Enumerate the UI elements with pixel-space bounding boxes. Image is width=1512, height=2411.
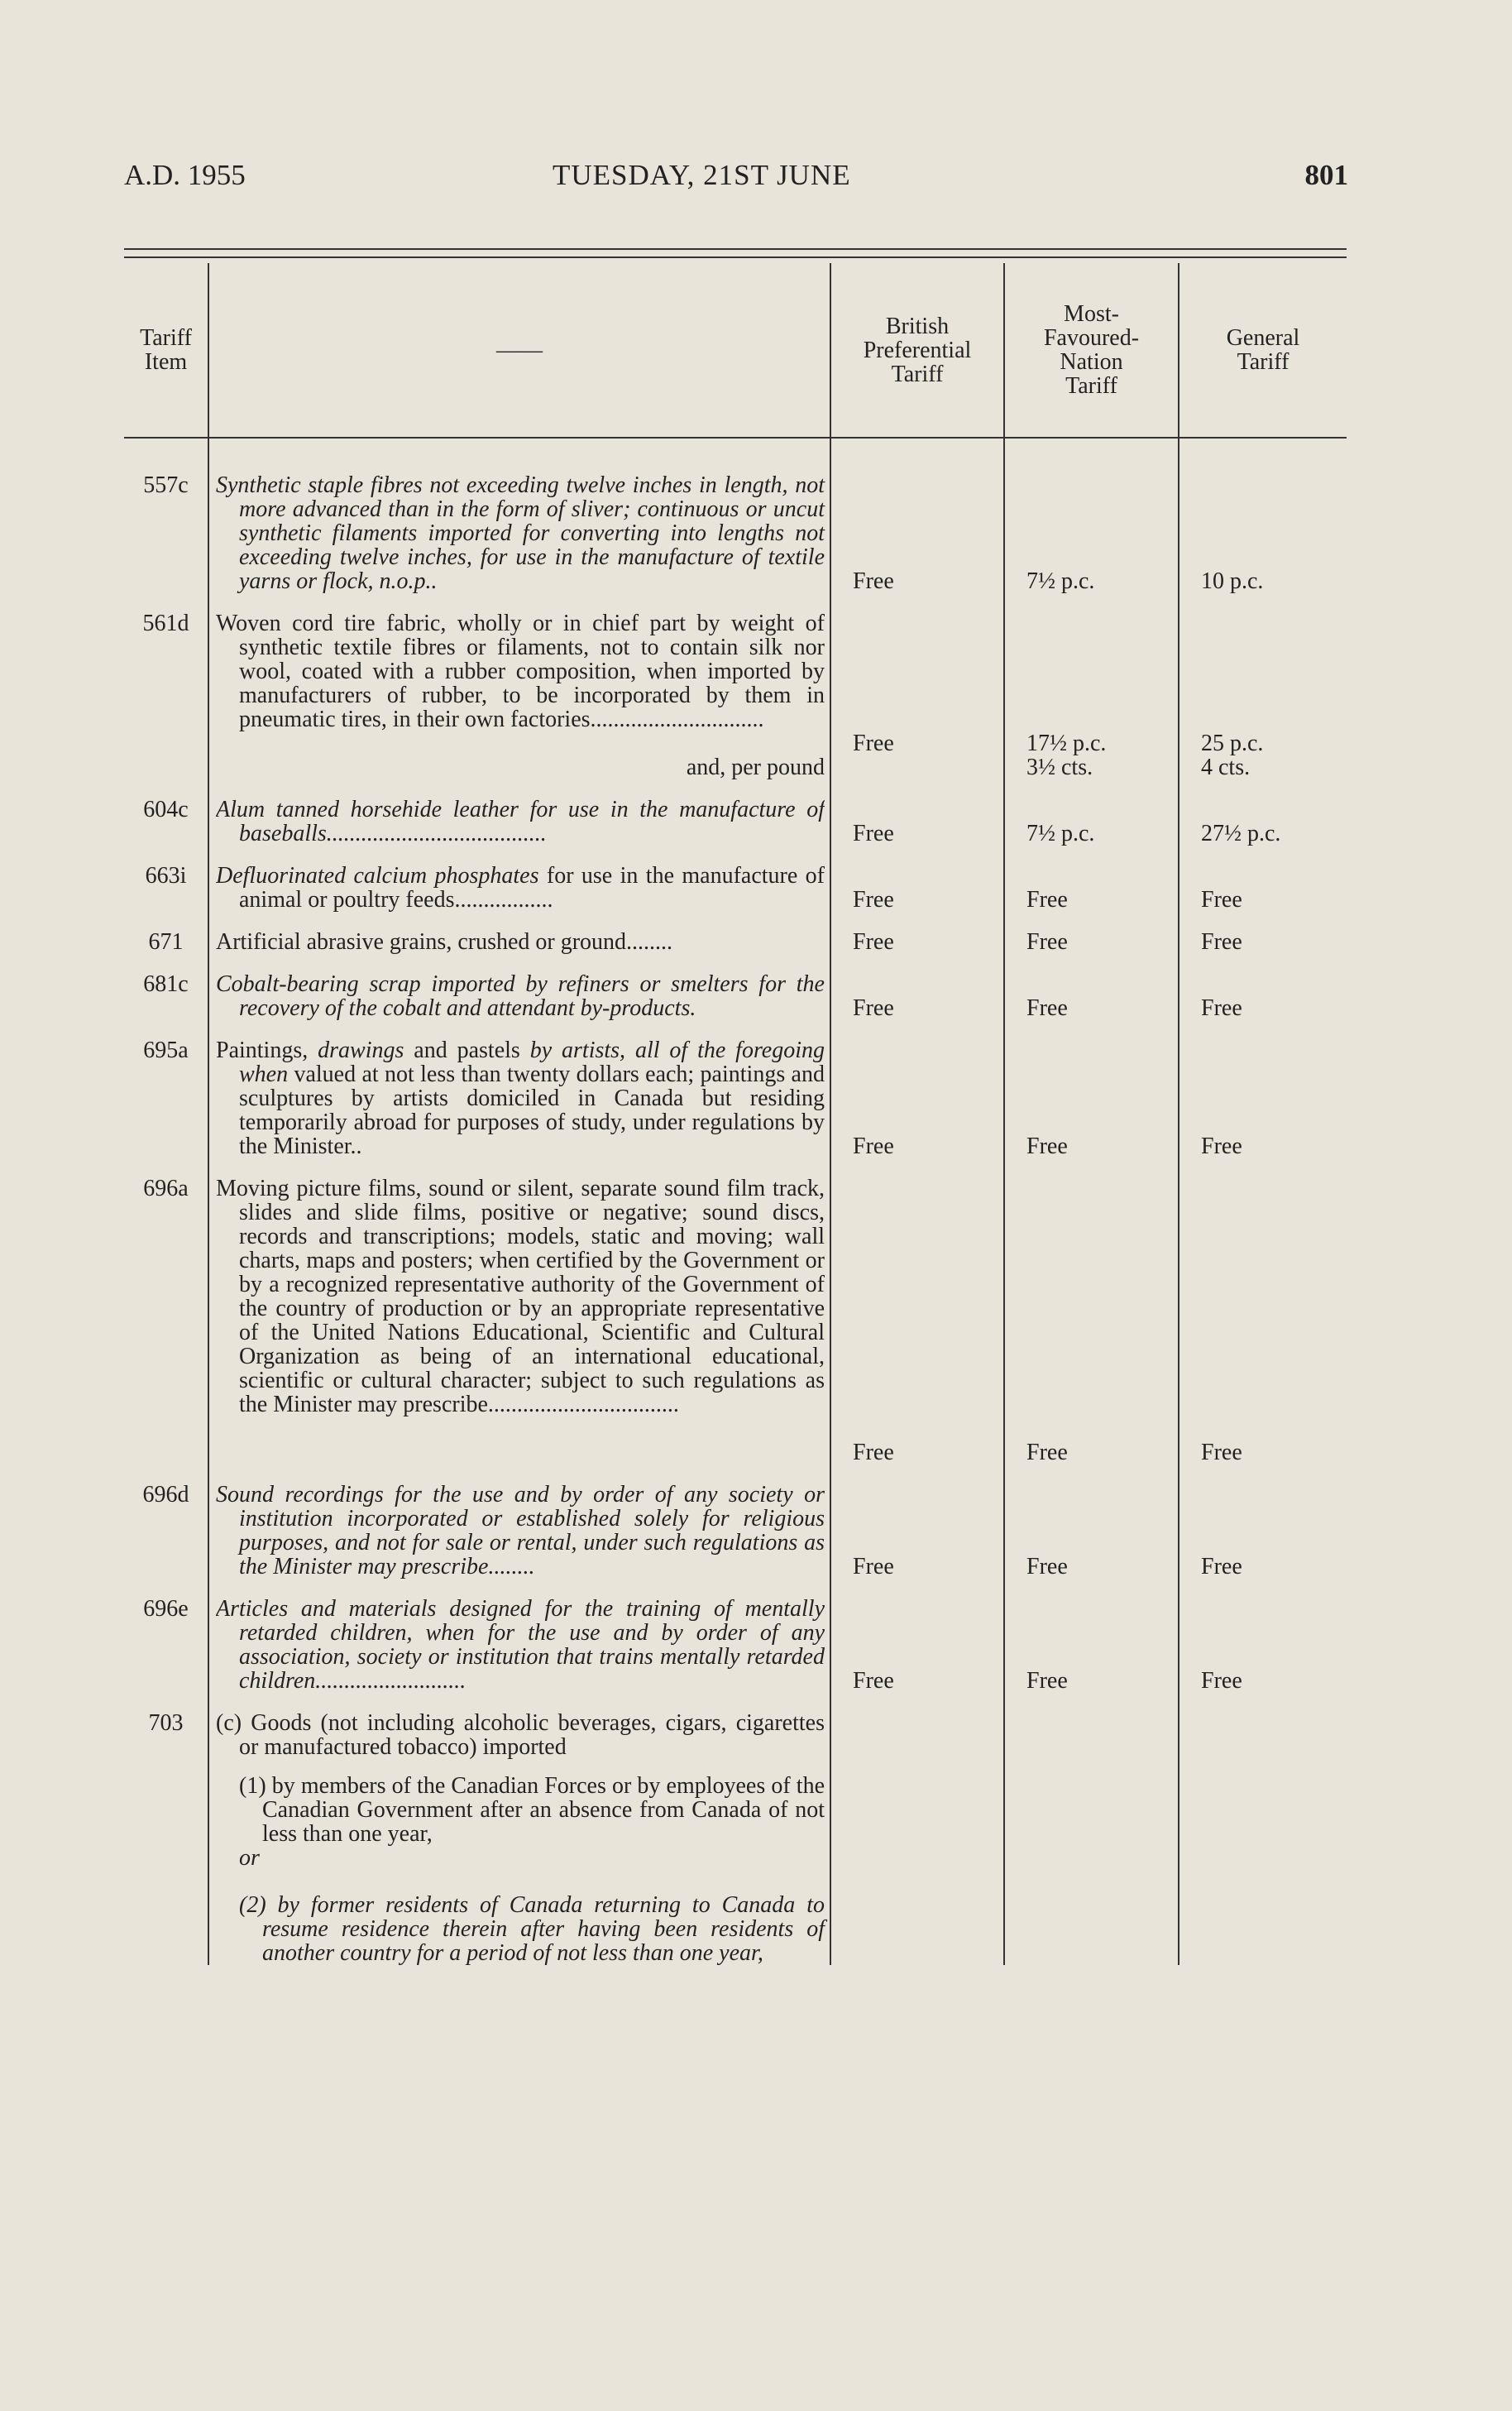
col-header-bp: British Preferential Tariff [830,263,1004,438]
tariff-item: 663i [145,863,187,889]
table-row [124,846,1347,912]
sub-clause-1: (1) by members of the Canadian Forces or by employees of the Canadian Government after an absence from Canada of not less than one year, [239,1773,825,1847]
top-rule-2 [124,256,1347,258]
gen-rate: 10 p.c. [1179,455,1347,593]
running-head [124,159,1348,200]
row-description: Moving picture films, sound or silent, separate sound film track, slides and slide films, positive or negative; sound discs, records and transcriptions; models, static and moving; wall charts, maps and posters; when certified by the Government or by a recognized representative authority of the Government of the country of production or by an appropriate representative of the United Nations Educational, Scientific and Cultural Organization as being of an international educational, scientific or cultural character; subject to such regulations as the Minister may prescribe................................. [216,1177,825,1417]
tariff-item: 696a [143,1176,189,1201]
row-description: Paintings, drawings and pastels by artists, all of the foregoing when valued at not less than twenty dollars each; paintings and sculptures by artists domiciled in Canada but residing temporarily abroad for purposes of study, under regulations by the Minister.. [216,1038,825,1159]
row-description-sub: and, per pound [686,755,825,780]
top-rule [124,248,1347,250]
col-header-mfn: Most-Favoured-Nation Tariff [1004,263,1179,438]
gen-rate: Free [1179,1020,1347,1158]
table-header-row [124,263,1347,438]
bp-rate: Free [830,846,1004,912]
row-description: Cobalt-bearing scrap imported by refiners or smelters for the recovery of the cobalt and attendant by-products. [216,971,825,1021]
mfn-rate-2: 3½ cts. [1026,755,1093,780]
page-number: 801 [1304,159,1348,191]
sub-clause-2: (2) by former residents of Canada returning to Canada to resume residence therein after having been residents of another country for a period of not less than one year, [239,1892,825,1966]
gen-rate: Free [1179,954,1347,1020]
row-description: (c) Goods (not including alcoholic beverages, cigars, cigarettes or manufactured tobacco) imported [216,1710,825,1760]
gen-rate: 25 p.c. [1201,731,1264,756]
bp-rate: Free [830,954,1004,1020]
table-row [124,912,1347,954]
table-row [124,1020,1347,1158]
mfn-rate: Free [1004,1020,1179,1158]
bp-rate: Free [830,779,1004,846]
bp-rate: Free [830,1020,1004,1158]
bp-rate: Free [830,912,1004,954]
bp-rate: Free [830,1464,1004,1579]
tariff-item: 696e [143,1596,189,1622]
tariff-item: 671 [148,929,184,955]
mfn-rate: 7½ p.c. [1004,455,1179,593]
mfn-rate: 17½ p.c. [1026,731,1107,756]
header-year: A.D. 1955 [124,159,246,191]
tariff-item: 681c [143,971,189,997]
row-description: Defluorinated calcium phosphates for use in the manufacture of animal or poultry feeds................. [216,864,825,912]
table-row [124,593,1347,779]
row-description: Sound recordings for the use and by order of any society or institution incorporated or established solely for religious purposes, and not for sale or rental, under such regulations as the Minister may prescribe........ [216,1483,825,1579]
mfn-rate: Free [1004,1464,1179,1579]
tariff-item: 557c [143,472,189,498]
row-description: Synthetic staple fibres not exceeding twelve inches in length, not more advanced than in the form of sliver; continuous or uncut synthetic filaments imported for converting into lengths not exceeding twelve inches, for use in the manufacture of textile yarns or flock, n.o.p.. [216,472,825,594]
mfn-rate: Free [1004,846,1179,912]
bp-rate: Free [830,1579,1004,1693]
row-description: Alum tanned horsehide leather for use in the manufacture of baseballs...................................... [216,798,825,846]
gen-rate: Free [1179,1158,1347,1464]
table-row [124,1579,1347,1693]
col-header-gen: General Tariff [1179,263,1347,438]
gen-rate-2: 4 cts. [1201,755,1251,780]
row-description: Artificial abrasive grains, crushed or ground........ [216,929,673,955]
mfn-rate: Free [1004,954,1179,1020]
table-row [124,1464,1347,1579]
col-header-item: Tariff Item [124,263,208,438]
bp-rate: Free [830,1158,1004,1464]
table-row [124,1158,1347,1464]
table-row [124,779,1347,846]
table-row [124,1693,1347,1965]
gen-rate: Free [1179,912,1347,954]
gen-rate: Free [1179,846,1347,912]
gen-rate: Free [1179,1464,1347,1579]
col-header-desc: —— [208,263,830,438]
tariff-item: 604c [143,797,189,822]
tariff-item: 695a [143,1038,189,1063]
bp-rate: Free [853,731,894,756]
gen-rate: 27½ p.c. [1179,779,1347,846]
row-description: Woven cord tire fabric, wholly or in chief part by weight of synthetic textile fibres or filaments, not to contain silk nor wool, coated with a rubber composition, when imported by manufacturers of rubber, to be incorporated by them in pneumatic tires, in their own factories.............................. [216,611,825,732]
mfn-rate: 7½ p.c. [1004,779,1179,846]
mfn-rate: Free [1004,1158,1179,1464]
tariff-item: 561d [142,611,189,636]
mfn-rate: Free [1004,912,1179,954]
mfn-rate: Free [1004,1579,1179,1693]
table-row [124,455,1347,593]
tariff-table [124,263,1347,1965]
bp-rate: Free [830,455,1004,593]
row-description: Articles and materials designed for the training of mentally retarded children, when for the use and by order of any association, society or institution that trains mentally retarded children.......................... [216,1597,825,1693]
sub-clause-or: or [239,1845,260,1871]
table-row [124,954,1347,1020]
tariff-item: 696d [142,1482,189,1507]
tariff-item: 703 [148,1710,184,1736]
gen-rate: Free [1179,1579,1347,1693]
header-date: TUESDAY, 21ST JUNE [553,159,851,191]
